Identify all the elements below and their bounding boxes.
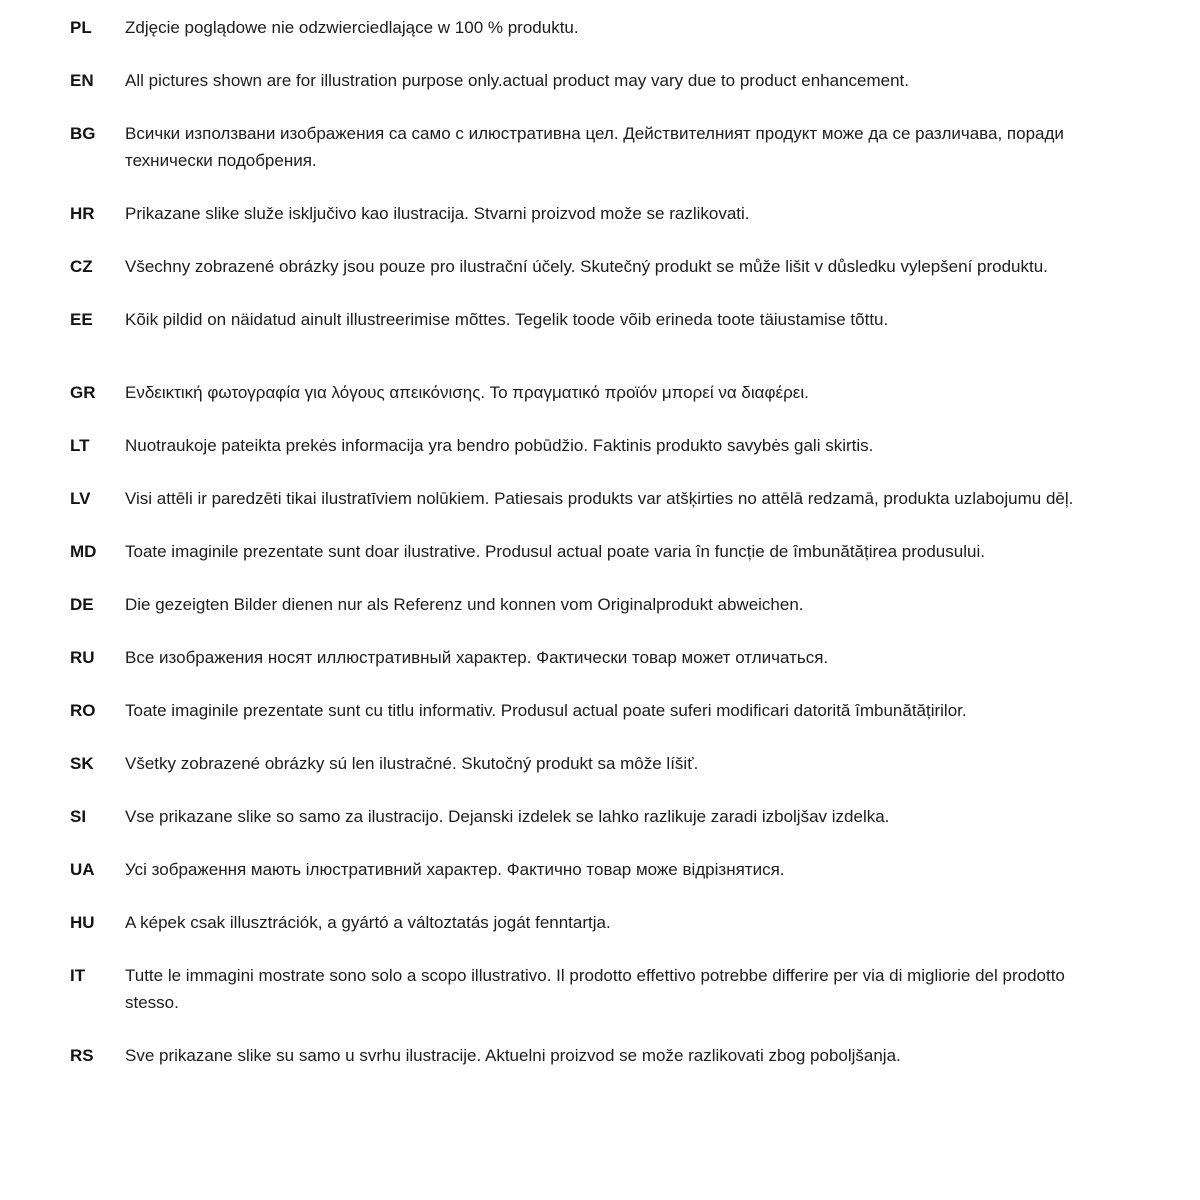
- language-code: DE: [70, 595, 94, 614]
- disclaimer-text: Toate imaginile prezentate sunt cu titlu informativ. Produsul actual poate suferi modificari datorită îmbunătățirilor.: [125, 701, 967, 720]
- disclaimer-row: [70, 200, 1130, 227]
- language-code: BG: [70, 124, 96, 143]
- language-code: SK: [70, 754, 94, 773]
- disclaimer-row: [70, 306, 1130, 333]
- disclaimer-row: [70, 644, 1130, 671]
- language-code: HR: [70, 204, 95, 223]
- disclaimer-row: [70, 432, 1130, 459]
- disclaimer-text: Všetky zobrazené obrázky sú len ilustračné. Skutočný produkt sa môže líšiť.: [125, 754, 699, 773]
- language-code: CZ: [70, 257, 93, 276]
- language-code: EN: [70, 71, 94, 90]
- disclaimer-text: Všechny zobrazené obrázky jsou pouze pro ilustrační účely. Skutečný produkt se může lišit v důsledku vylepšení produktu.: [125, 257, 1048, 276]
- disclaimer-text: Nuotraukoje pateikta prekės informacija yra bendro pobūdžio. Faktinis produkto savybės gali skirtis.: [125, 436, 874, 455]
- disclaimer-text: Zdjęcie poglądowe nie odzwierciedlające w 100 % produktu.: [125, 18, 579, 37]
- disclaimer-row: [70, 120, 1130, 174]
- disclaimer-row: [70, 697, 1130, 724]
- language-code: RO: [70, 701, 96, 720]
- language-code: RS: [70, 1046, 94, 1065]
- disclaimer-row: [70, 803, 1130, 830]
- disclaimer-row: [70, 14, 1130, 41]
- disclaimer-row: [70, 962, 1130, 1016]
- disclaimer-text: Tutte le immagini mostrate sono solo a scopo illustrativo. Il prodotto effettivo potrebbe differire per via di migliorie del prodotto stesso.: [125, 966, 1065, 1012]
- disclaimer-list: [70, 14, 1130, 1069]
- disclaimer-text: All pictures shown are for illustration purpose only.actual product may vary due to product enhancement.: [125, 71, 909, 90]
- disclaimer-text: Усі зображення мають ілюстративний характер. Фактично товар може відрізнятися.: [125, 860, 785, 879]
- disclaimer-text: Prikazane slike služe isključivo kao ilustracija. Stvarni proizvod može se razlikovati.: [125, 204, 750, 223]
- disclaimer-row: [70, 1042, 1130, 1069]
- language-code: UA: [70, 860, 95, 879]
- language-code: LV: [70, 489, 91, 508]
- disclaimer-row: [70, 538, 1130, 565]
- disclaimer-row: [70, 485, 1130, 512]
- disclaimer-row: [70, 591, 1130, 618]
- disclaimer-row: [70, 253, 1130, 280]
- disclaimer-text: Sve prikazane slike su samo u svrhu ilustracije. Aktuelni proizvod se može razlikovati zbog poboljšanja.: [125, 1046, 901, 1065]
- language-code: SI: [70, 807, 87, 826]
- disclaimer-text: A képek csak illusztrációk, a gyártó a változtatás jogát fenntartja.: [125, 913, 611, 932]
- disclaimer-text: Всички използвани изображения са само с илюстративна цел. Действителният продукт може да се различава, поради технически подобрения.: [125, 124, 1064, 170]
- disclaimer-row: [70, 67, 1130, 94]
- language-code: RU: [70, 648, 95, 667]
- disclaimer-text: Kõik pildid on näidatud ainult illustreerimise mõttes. Tegelik toode võib erineda toote täiustamise tõttu.: [125, 310, 889, 329]
- disclaimer-row: [70, 856, 1130, 883]
- disclaimer-row: [70, 379, 1130, 406]
- disclaimer-text: Vse prikazane slike so samo za ilustracijo. Dejanski izdelek se lahko razlikuje zaradi izboljšav izdelka.: [125, 807, 890, 826]
- disclaimer-text: Ενδεικτική φωτογραφία για λόγους απεικόνισης. Το πραγματικό προϊόν μπορεί να διαφέρει.: [125, 383, 809, 402]
- language-code: HU: [70, 913, 95, 932]
- language-code: MD: [70, 542, 97, 561]
- disclaimer-text: Все изображения носят иллюстративный характер. Фактически товар может отличаться.: [125, 648, 829, 667]
- language-code: IT: [70, 966, 86, 985]
- language-code: PL: [70, 18, 92, 37]
- disclaimer-text: Die gezeigten Bilder dienen nur als Referenz und konnen vom Originalprodukt abweichen.: [125, 595, 804, 614]
- language-code: GR: [70, 383, 96, 402]
- language-code: EE: [70, 310, 93, 329]
- language-code: LT: [70, 436, 90, 455]
- disclaimer-row: [70, 909, 1130, 936]
- disclaimer-row: [70, 750, 1130, 777]
- disclaimer-text: Toate imaginile prezentate sunt doar ilustrative. Produsul actual poate varia în funcție de îmbunătățirea produsului.: [125, 542, 985, 561]
- disclaimer-text: Visi attēli ir paredzēti tikai ilustratīviem nolūkiem. Patiesais produkts var atšķirties no attēlā redzamā, produkta uzlabojumu dēļ.: [125, 489, 1074, 508]
